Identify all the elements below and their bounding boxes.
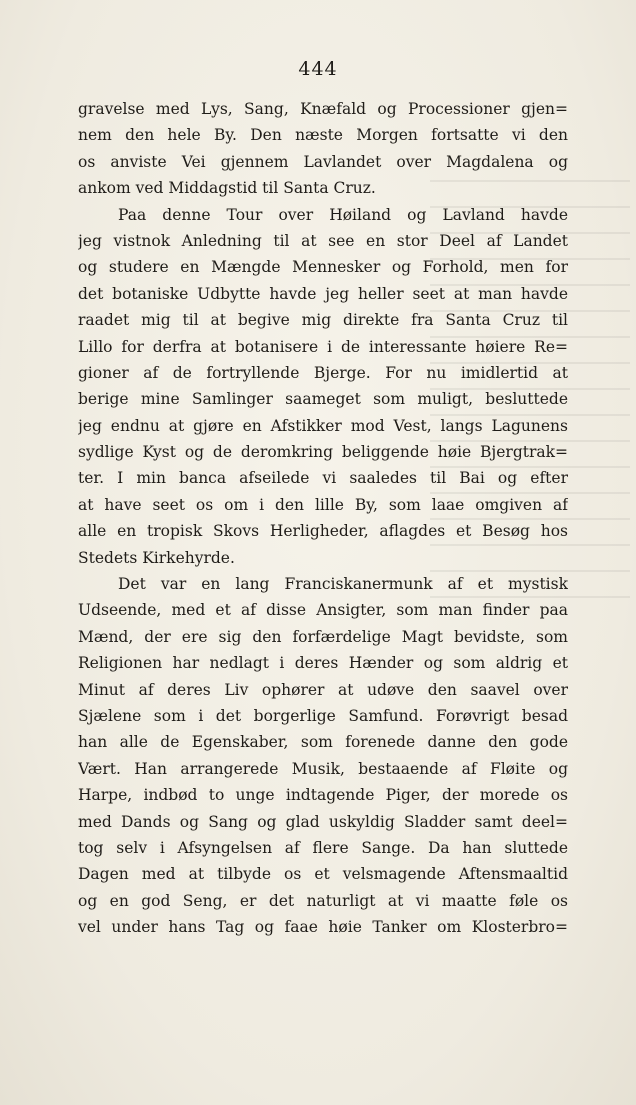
text-line: nem den hele By. Den næste Morgen fortsatte vi den [78, 126, 568, 145]
text-line: og studere en Mængde Mennesker og Forhold, men for [78, 258, 568, 277]
text-line: Religionen har nedlagt i deres Hænder og som aldrig et [78, 654, 568, 673]
text-line: Paa denne Tour over Høiland og Lavland havde [118, 205, 568, 224]
text-line: ter. I min banca afseilede vi saaledes til Bai og efter [78, 469, 568, 488]
text-line: Stedets Kirkehyrde. [78, 548, 235, 567]
text-line: Dagen med at tilbyde os et velsmagende Aftensmaaltid [78, 865, 568, 884]
text-line: jeg endnu at gjøre en Afstikker mod Vest, langs Lagunens [78, 416, 568, 435]
text-line: at have seet os om i den lille By, som laae omgiven af [78, 495, 568, 514]
text-line: os anviste Vei gjennem Lavlandet over Magdalena og [78, 152, 568, 171]
body-text [78, 96, 568, 941]
text-line: Det var en lang Franciskanermunk af et mystisk [118, 575, 568, 594]
text-line: raadet mig til at begive mig direkte fra Santa Cruz til [78, 311, 568, 330]
page-number: 444 [298, 58, 338, 80]
text-line: ankom ved Middagstid til Santa Cruz. [78, 179, 376, 198]
text-line: han alle de Egenskaber, som forenede danne den gode [78, 733, 568, 752]
text-line: Minut af deres Liv ophører at udøve den saavel over [78, 680, 568, 699]
text-line: Udseende, med et af disse Ansigter, som man finder paa [78, 601, 568, 620]
text-line: Sjælene som i det borgerlige Samfund. Forøvrigt besad [78, 706, 568, 725]
text-line: alle en tropisk Skovs Herligheder, aflagdes et Besøg hos [78, 522, 568, 541]
text-line: vel under hans Tag og faae høie Tanker om Klosterbro= [78, 918, 568, 937]
text-line: Lillo for derfra at botanisere i de interessante høiere Re= [78, 337, 568, 356]
text-line: det botaniske Udbytte havde jeg heller seet at man havde [78, 284, 568, 303]
text-line: gravelse med Lys, Sang, Knæfald og Processioner gjen= [78, 100, 568, 118]
text-line: gioner af de fortryllende Bjerge. For nu imidlertid at [78, 363, 568, 382]
text-line: tog selv i Afsyngelsen af flere Sange. Da han sluttede [78, 838, 568, 857]
text-line: jeg vistnok Anledning til at see en stor Deel af Landet [78, 231, 568, 250]
text-line: Harpe, indbød to unge indtagende Piger, der morede os [78, 786, 568, 805]
text-line: Vært. Han arrangerede Musik, bestaaende af Fløite og [78, 759, 568, 778]
text-line: Mænd, der ere sig den forfærdelige Magt bevidste, som [78, 627, 568, 646]
text-line: sydlige Kyst og de deromkring beliggende høie Bjergtrak= [78, 443, 568, 462]
text-line: med Dands og Sang og glad uskyldig Sladder samt deel= [78, 812, 568, 831]
text-line: berige mine Samlinger saameget som muligt, besluttede [78, 390, 568, 409]
text-line: og en god Seng, er det naturligt at vi maatte føle os [78, 891, 568, 910]
